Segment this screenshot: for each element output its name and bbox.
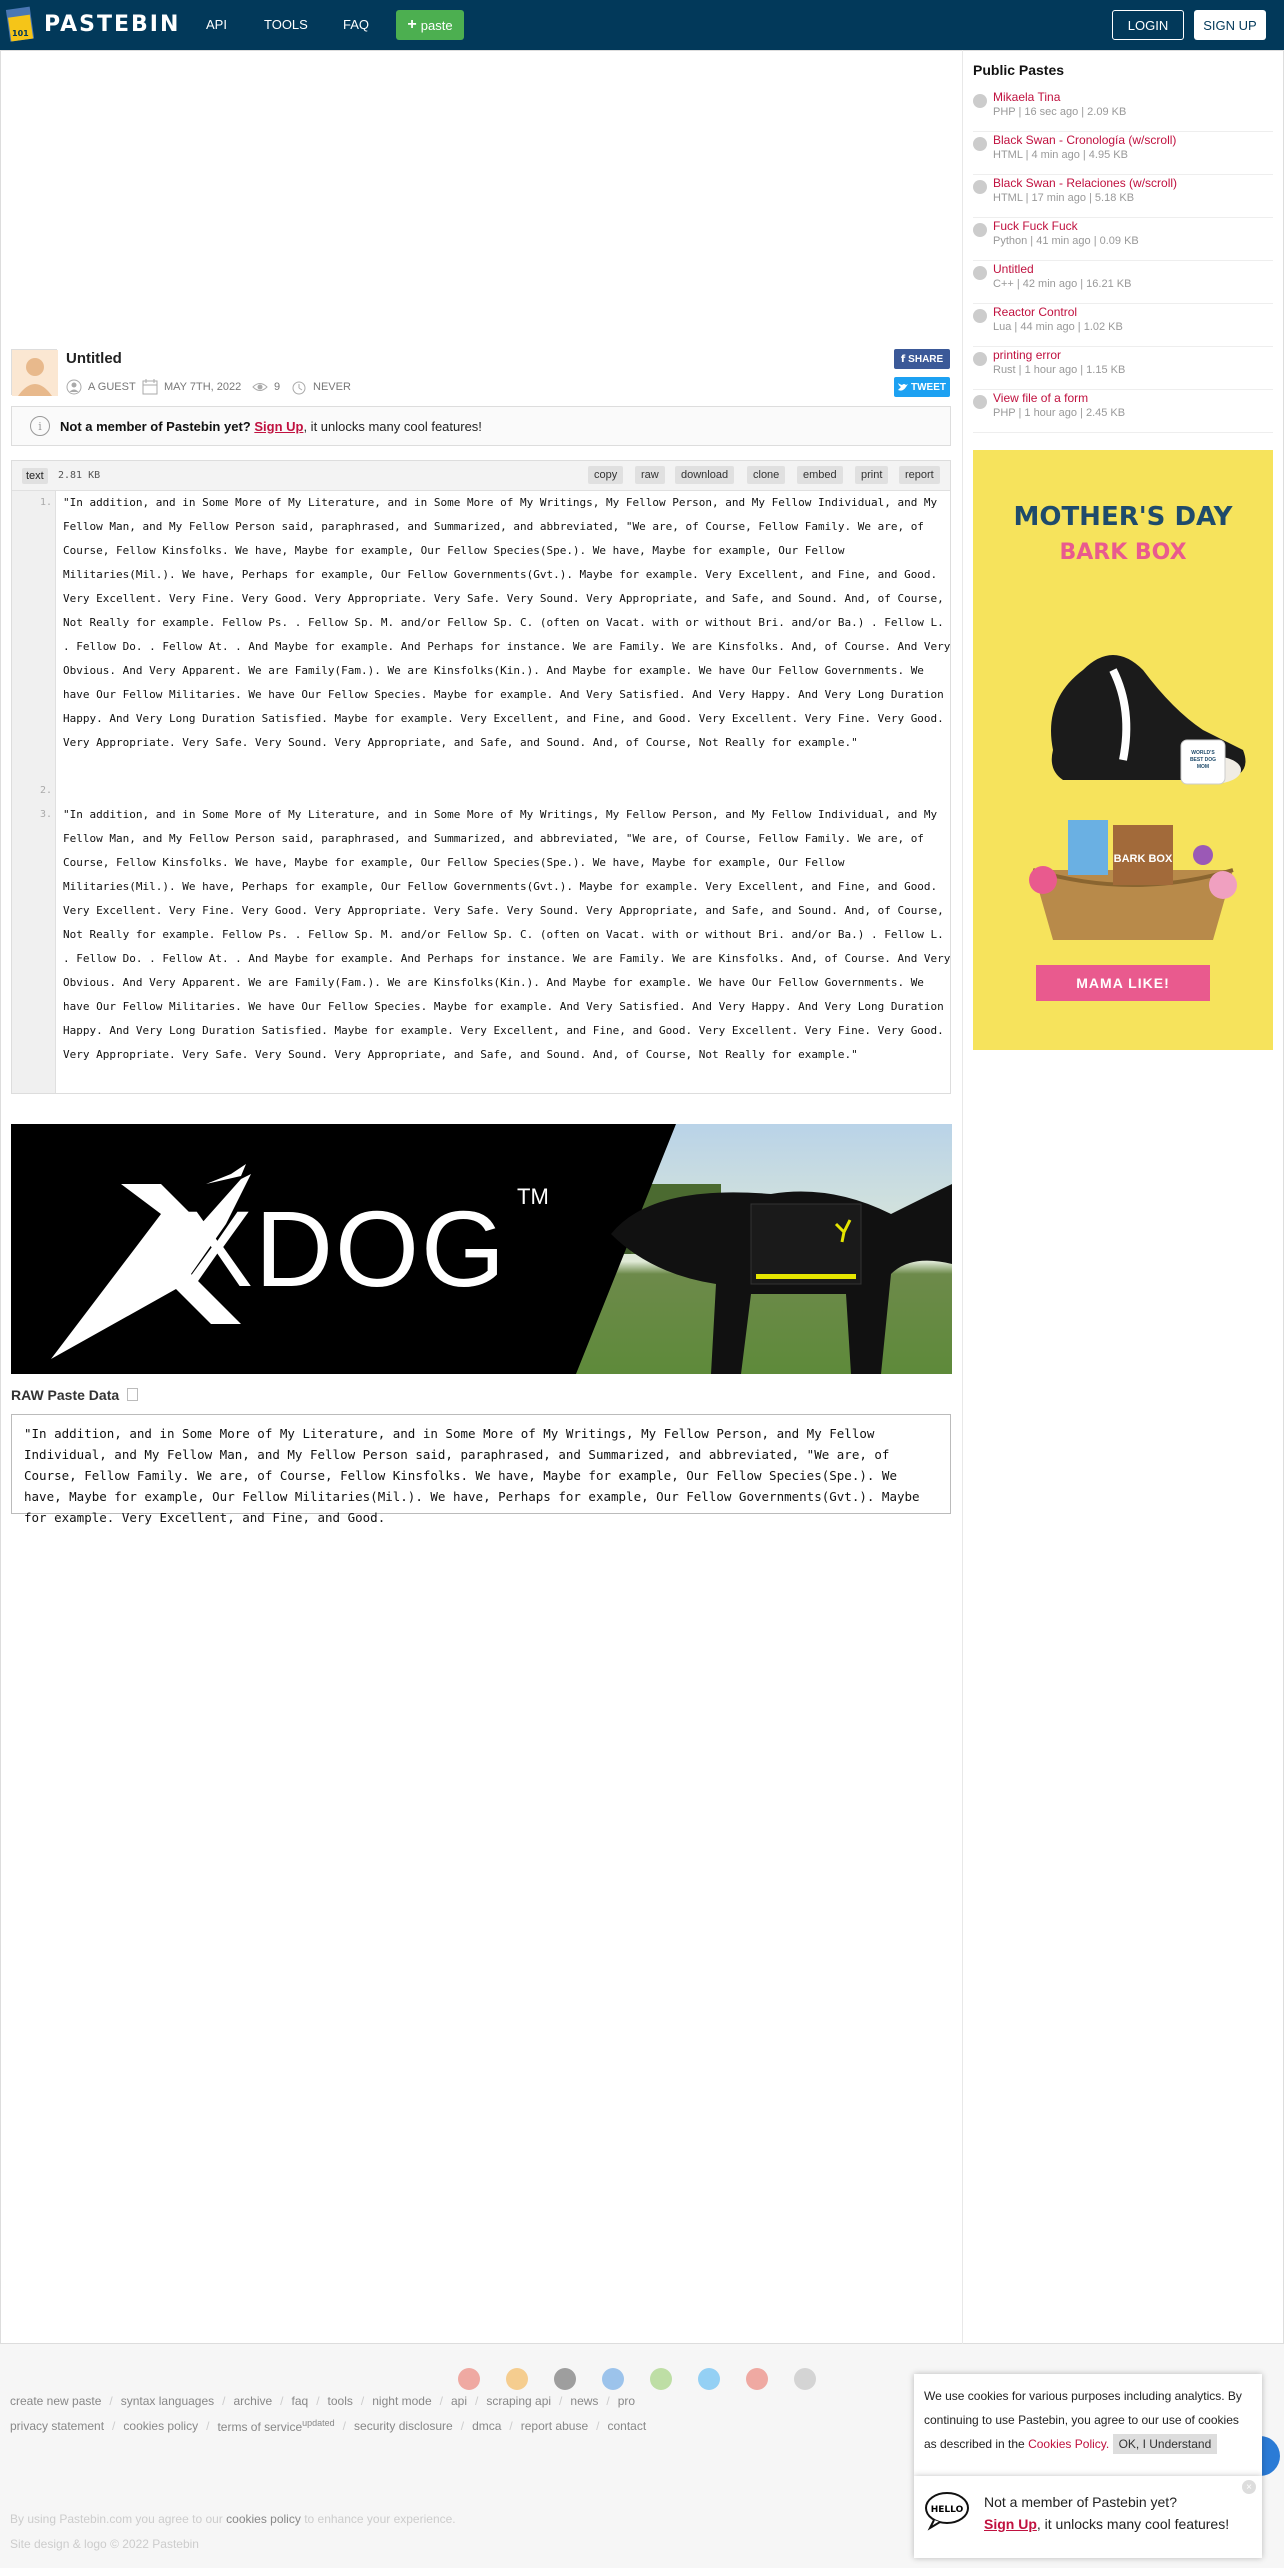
public-paste-info: C++ | 42 min ago | 16.21 KB bbox=[993, 278, 1132, 290]
expire-text: NEVER bbox=[313, 381, 351, 393]
paste-title: Untitled bbox=[66, 350, 122, 367]
info-icon: i bbox=[30, 416, 50, 436]
public-paste-name[interactable]: printing error bbox=[993, 348, 1062, 362]
line-number: 1. bbox=[39, 497, 52, 508]
public-paste-name[interactable]: View file of a form bbox=[993, 391, 1089, 405]
ios-icon[interactable] bbox=[554, 2368, 576, 2390]
raw-paste-textarea[interactable]: "In addition, and in Some More of My Literature, and in Some More of My Writings, My Fellow Person, and My Fellow Individual, and My Fellow Man, and My Fellow Person said, paraphrased, and Summarized, and abbreviated, "We are, of Course, Fellow Family. We are, of Course, Fellow Kinsfolks. We have, Maybe for example, Our Fellow Species(Spe.). We have, Maybe for example, Our Fellow Militaries(Mil.). We have, Perhaps for example, Our Fellow Governments(Gvt.). Maybe for example. Very Excellent, and Fine, and Good. bbox=[11, 1414, 951, 1514]
footer-link[interactable]: security disclosure bbox=[354, 2419, 453, 2433]
footer-link[interactable] bbox=[217, 2418, 334, 2434]
clipboard-icon[interactable] bbox=[127, 1388, 138, 1401]
eye-icon bbox=[252, 379, 268, 395]
public-paste-info: HTML | 17 min ago | 5.18 KB bbox=[993, 192, 1135, 204]
paste-views bbox=[252, 379, 280, 395]
new-paste-label: paste bbox=[420, 17, 453, 33]
android-icon[interactable] bbox=[650, 2368, 672, 2390]
new-paste-button[interactable] bbox=[396, 10, 464, 40]
facebook-share-button[interactable] bbox=[894, 349, 950, 369]
twitter-icon bbox=[898, 383, 908, 392]
chrome-icon[interactable] bbox=[458, 2368, 480, 2390]
top-header bbox=[0, 0, 1284, 50]
calendar-icon bbox=[142, 379, 158, 395]
member-popup-line1: Not a member of Pastebin yet? bbox=[984, 2494, 1177, 2510]
ad-cta-button[interactable]: MAMA LIKE! bbox=[1036, 965, 1210, 1001]
paste-expire bbox=[291, 379, 351, 395]
public-paste-info: PHP | 1 hour ago | 2.45 KB bbox=[993, 407, 1126, 419]
tos-updated-badge: updated bbox=[302, 2418, 335, 2428]
signup-button[interactable]: SIGN UP bbox=[1194, 10, 1266, 40]
avatar[interactable] bbox=[11, 349, 57, 395]
ad-mug-text: WORLD'S BEST DOG MOM bbox=[1189, 750, 1217, 770]
public-paste-item[interactable] bbox=[973, 90, 1273, 132]
globe-icon bbox=[973, 223, 987, 237]
views-count: 9 bbox=[274, 381, 281, 393]
footer-link[interactable]: cookies policy bbox=[123, 2419, 199, 2433]
logo-text[interactable]: PASTEBIN bbox=[44, 12, 181, 37]
member-popup-rest: , it unlocks many cool features! bbox=[1036, 2516, 1230, 2532]
globe-icon bbox=[973, 395, 987, 409]
public-paste-info: PHP | 16 sec ago | 2.09 KB bbox=[993, 106, 1127, 118]
public-paste-name[interactable]: Reactor Control bbox=[993, 305, 1078, 319]
hello-bubble-icon bbox=[924, 2490, 970, 2530]
tweet-label: TWEET bbox=[911, 381, 946, 393]
footer-link[interactable]: night mode bbox=[372, 2394, 432, 2408]
public-paste-name[interactable]: Untitled bbox=[993, 262, 1034, 276]
footer-links-row1: create new paste / syntax languages / archive / faq / tools / night mode / api / scraping api / news / pro bbox=[10, 2394, 636, 2408]
share-label: SHARE bbox=[908, 353, 944, 365]
print-button[interactable]: print bbox=[855, 466, 888, 484]
public-paste-item[interactable] bbox=[973, 176, 1273, 218]
paste-author[interactable] bbox=[66, 379, 136, 395]
public-paste-info: Rust | 1 hour ago | 1.15 KB bbox=[993, 364, 1126, 376]
paste-size: 2.81 KB bbox=[58, 470, 101, 481]
public-paste-info: Python | 41 min ago | 0.09 KB bbox=[993, 235, 1139, 247]
svg-text:101: 101 bbox=[12, 29, 29, 38]
nav-tools[interactable]: TOOLS bbox=[264, 17, 308, 32]
opera-icon[interactable] bbox=[746, 2368, 768, 2390]
xdog-brand: XDOG bbox=[181, 1188, 508, 1309]
footer-link[interactable]: pro bbox=[617, 2394, 636, 2408]
public-paste-name[interactable]: Fuck Fuck Fuck bbox=[993, 219, 1078, 233]
cookie-ok-button[interactable]: OK, I Understand bbox=[1113, 2434, 1218, 2454]
xdog-ad-banner[interactable] bbox=[11, 1124, 952, 1374]
code-line: "In addition, and in Some More of My Literature, and in Some More of My Writings, My Fellow Person, and My Fellow Individual, and My Fellow Man, and My Fellow Person said, paraphrased, and Summarized, and abbreviated, "We are, of Course, Fellow Family. We are, of Course, Fellow Kinsfolks. We have, Maybe for example, Our Fellow Species(Spe.). We have, Maybe for example, Our Fellow Militaries(Mil.). We have, Perhaps for example, Our Fellow Governments(Gvt.). Maybe for example. Very Excellent, and Fine, and Good. Very Excellent. Very Fine. Very Good. Very Appropriate. Very Safe. Very Sound. Very Appropriate, and Safe, and Sound. And, of Course, Not Really for example. Fellow Ps. . Fellow Sp. M. and/or Fellow Sp. C. (often on Vacat. with or without Bri. and/or Ba.) . Fellow L. . Fellow Do. . Fellow At. . And Maybe for example. And Perhaps for instance. We are Family. We are Kinsfolks. And, of Course. And Very Obvious. And Very Apparent. We are Family(Fam.). We are Kinsfolks(Kin.). And Maybe for example. We have Our Fellow Governments. We have Our Fellow Militaries. We have Our Fellow Species. Maybe for example. And Very Satisfied. And Very Happy. And Very Long Duration Happy. And Very Long Duration Satisfied. Maybe for example. Very Excellent, and Fine, and Good. Very Excellent. Very Fine. Very Good. Very Appropriate. Very Safe. Very Sound. Very Appropriate, and Safe, and Sound. And, of Course, Not Really for example." bbox=[63, 496, 951, 749]
globe-icon bbox=[973, 180, 987, 194]
facebook-icon: f bbox=[900, 353, 906, 365]
raw-paste-label bbox=[11, 1387, 138, 1403]
expire-icon bbox=[291, 379, 307, 395]
raw-label-text: RAW Paste Data bbox=[11, 1387, 120, 1403]
firefox-icon[interactable] bbox=[506, 2368, 528, 2390]
cookie-text: We use cookies for various purposes including analytics. By continuing to use Pastebin, you agree to our use of cookies as described in the bbox=[924, 2389, 1242, 2451]
nav-faq[interactable]: FAQ bbox=[343, 17, 370, 32]
ad-basket-text: BARK BOX bbox=[1113, 853, 1173, 865]
nav-api[interactable]: API bbox=[206, 17, 227, 32]
footer-link[interactable]: scraping api bbox=[486, 2394, 552, 2408]
copy-button[interactable]: copy bbox=[588, 466, 623, 484]
pastebin-logo-icon[interactable] bbox=[6, 6, 36, 44]
cookies-policy-link[interactable]: cookies policy bbox=[226, 2512, 301, 2526]
edge-icon[interactable] bbox=[794, 2368, 816, 2390]
line-number: 2. bbox=[39, 785, 52, 796]
public-pastes-title: Public Pastes bbox=[973, 62, 1065, 78]
public-paste-item[interactable] bbox=[973, 305, 1273, 347]
cookie-consent-popup bbox=[914, 2374, 1262, 2476]
footer-link[interactable]: dmca bbox=[472, 2419, 502, 2433]
xdog-tm: TM bbox=[517, 1184, 549, 1209]
footer-app-icons bbox=[458, 2368, 816, 2390]
member-signup-popup bbox=[914, 2476, 1262, 2558]
code-line: "In addition, and in Some More of My Literature, and in Some More of My Writings, My Fellow Person, and My Fellow Individual, and My Fellow Man, and My Fellow Person said, paraphrased, and Summarized, and abbreviated, "We are, of Course, Fellow Family. We are, of Course, Fellow Kinsfolks. We have, Maybe for example, Our Fellow Species(Spe.). We have, Maybe for example, Our Fellow Militaries(Mil.). We have, Perhaps for example, Our Fellow Governments(Gvt.). Maybe for example. Very Excellent, and Fine, and Good. Very Excellent. Very Fine. Very Good. Very Appropriate. Very Safe. Very Sound. Very Appropriate, and Safe, and Sound. And, of Course, Not Really for example. Fellow Ps. . Fellow Sp. M. and/or Fellow Sp. C. (often on Vacat. with or without Bri. and/or Ba.) . Fellow L. . Fellow Do. . Fellow At. . And Maybe for example. And Perhaps for instance. We are Family. We are Kinsfolks. And, of Course. And Very Obvious. And Very Apparent. We are Family(Fam.). We are Kinsfolks(Kin.). And Maybe for example. We have Our Fellow Governments. We have Our Fellow Militaries. We have Our Fellow Species. Maybe for example. And Very Satisfied. And Very Happy. And Very Long Duration Happy. And Very Long Duration Satisfied. Maybe for example. Very Excellent, and Fine, and Good. Very Excellent. Very Fine. Very Good. Very Appropriate. Very Safe. Very Sound. Very Appropriate, and Safe, and Sound. And, of Course, Not Really for example." bbox=[63, 808, 951, 1061]
guest-avatar-icon bbox=[12, 350, 58, 396]
notice-rest: , it unlocks many cool features! bbox=[303, 418, 482, 434]
twitter-tweet-button[interactable] bbox=[894, 377, 950, 397]
paste-code-box bbox=[11, 460, 951, 1094]
public-paste-item[interactable] bbox=[973, 391, 1273, 433]
footer-link[interactable]: tools bbox=[327, 2394, 353, 2408]
barkbox-ad[interactable] bbox=[973, 450, 1273, 1050]
hello-bubble-text: HELLO bbox=[930, 2505, 964, 2515]
notice-bold: Not a member of Pastebin yet? bbox=[60, 418, 251, 434]
ad-headline: MOTHER'S DAY bbox=[1013, 502, 1233, 532]
footer-link[interactable]: api bbox=[450, 2394, 467, 2408]
globe-icon bbox=[973, 266, 987, 280]
globe-icon bbox=[973, 94, 987, 108]
code-toolbar bbox=[12, 461, 950, 491]
download-button[interactable]: download bbox=[675, 466, 734, 484]
footer-link[interactable]: news bbox=[570, 2394, 599, 2408]
line-number: 3. bbox=[39, 809, 52, 820]
member-popup-signup-link[interactable]: Sign Up bbox=[984, 2516, 1037, 2532]
close-icon[interactable]: × bbox=[1242, 2480, 1256, 2494]
footer-links-row2: privacy statement / cookies policy / terms of service$^{updated}$ / security disclosure / dmca / report abuse / contact bbox=[10, 2418, 647, 2434]
public-paste-name[interactable]: Mikaela Tina bbox=[993, 90, 1061, 104]
author-name: A GUEST bbox=[88, 381, 136, 393]
raw-button[interactable]: raw bbox=[635, 466, 665, 484]
footer-link[interactable]: report abuse bbox=[520, 2419, 589, 2433]
syntax-tag[interactable]: text bbox=[22, 468, 48, 484]
public-paste-name[interactable]: Black Swan - Cronología (w/scroll) bbox=[993, 133, 1177, 147]
public-paste-name[interactable]: Black Swan - Relaciones (w/scroll) bbox=[993, 176, 1178, 190]
public-paste-item[interactable] bbox=[973, 262, 1273, 304]
footer-link[interactable]: syntax languages bbox=[120, 2394, 215, 2408]
paste-date bbox=[142, 379, 241, 395]
login-button[interactable]: LOGIN bbox=[1112, 10, 1184, 40]
cookie-policy-link[interactable]: Cookies Policy. bbox=[1028, 2437, 1110, 2451]
globe-icon bbox=[973, 137, 987, 151]
user-icon bbox=[66, 379, 82, 395]
footer-copyright: Site design & logo © 2022 Pastebin bbox=[10, 2537, 199, 2551]
plus-icon: + bbox=[407, 16, 417, 33]
footer-link[interactable]: faq bbox=[291, 2394, 309, 2408]
agree-pre: By using Pastebin.com you agree to our bbox=[10, 2512, 223, 2526]
agree-post: to enhance your experience. bbox=[304, 2512, 456, 2526]
footer-agree-text bbox=[10, 2512, 456, 2526]
sidebar-divider bbox=[962, 50, 963, 2344]
date-text: MAY 7TH, 2022 bbox=[164, 381, 242, 393]
public-paste-info: Lua | 44 min ago | 1.02 KB bbox=[993, 321, 1123, 333]
windows-icon[interactable] bbox=[602, 2368, 624, 2390]
public-paste-item[interactable] bbox=[973, 133, 1273, 175]
ad-brand: BARK BOX bbox=[1059, 540, 1187, 565]
dog-basket-illustration bbox=[973, 600, 1273, 960]
public-paste-item[interactable] bbox=[973, 348, 1273, 390]
x-icon[interactable] bbox=[698, 2368, 720, 2390]
footer-link[interactable]: create new paste bbox=[10, 2394, 102, 2408]
globe-icon bbox=[973, 309, 987, 323]
signup-notice bbox=[11, 406, 951, 446]
clone-button[interactable]: clone bbox=[747, 466, 785, 484]
member-popup-line2 bbox=[984, 2516, 1229, 2532]
notice-signup-link[interactable]: Sign Up bbox=[254, 418, 304, 434]
footer-link[interactable]: privacy statement bbox=[10, 2419, 105, 2433]
embed-button[interactable]: embed bbox=[797, 466, 843, 484]
public-paste-info: HTML | 4 min ago | 4.95 KB bbox=[993, 149, 1128, 161]
footer-link[interactable]: archive bbox=[233, 2394, 273, 2408]
tos-link-text: terms of service bbox=[217, 2420, 303, 2434]
report-button[interactable]: report bbox=[899, 466, 940, 484]
footer-link[interactable]: contact bbox=[607, 2419, 647, 2433]
public-paste-item[interactable] bbox=[973, 219, 1273, 261]
globe-icon bbox=[973, 352, 987, 366]
